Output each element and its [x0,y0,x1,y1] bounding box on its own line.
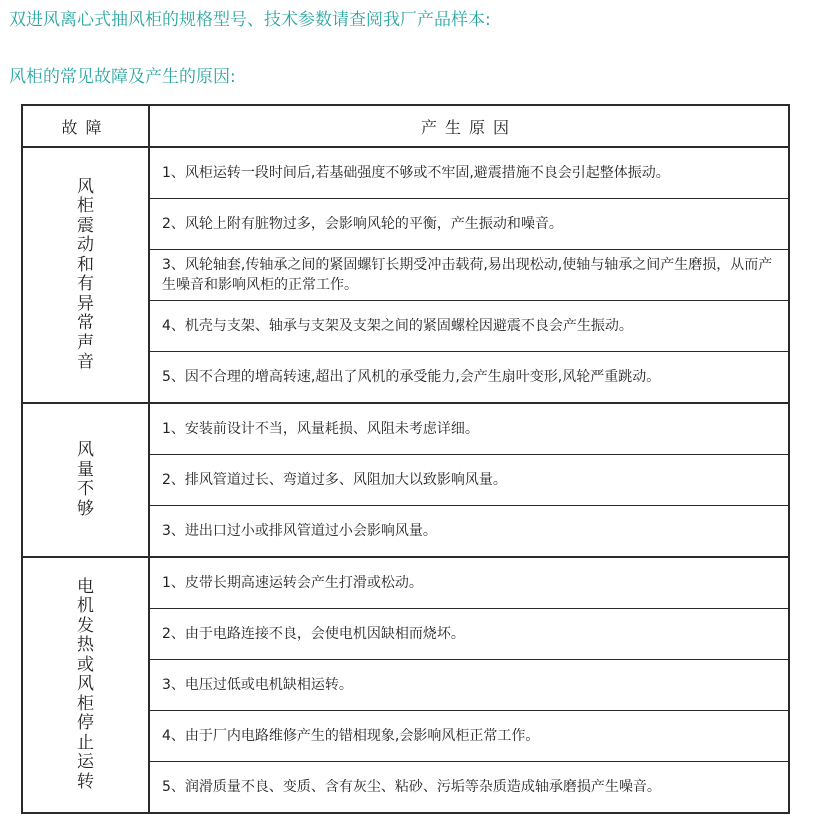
table-row [22,403,789,455]
cause-cell: 4、机壳与支架、轴承与支架及支架之间的紧固螺栓因避震不良会产生振动。 [149,301,789,352]
fault-label: 电机发热或风柜停止运转 [77,576,94,792]
fault-cell [22,403,149,557]
cause-cell: 3、电压过低或电机缺相运转。 [149,660,789,711]
header-fault: 故障 [22,105,149,147]
table-header-row [22,105,789,147]
section-title: 风柜的常见故障及产生的原因: [9,67,236,87]
cause-cell: 5、润滑质量不良、变质、含有灰尘、粘砂、污垢等杂质造成轴承磨损产生噪音。 [149,762,789,814]
cause-cell: 4、由于厂内电路维修产生的错相现象,会影响风柜正常工作。 [149,711,789,762]
fault-table [21,104,790,814]
cause-cell: 5、因不合理的增高转速,超出了风机的承受能力,会产生扇叶变形,风轮严重跳动。 [149,352,789,404]
fault-cell [22,147,149,403]
cause-cell: 1、风柜运转一段时间后,若基础强度不够或不牢固,避震措施不良会引起整体振动。 [149,147,789,199]
cause-cell: 2、风轮上附有脏物过多，会影响风轮的平衡，产生振动和噪音。 [149,199,789,250]
cause-cell: 1、皮带长期高速运转会产生打滑或松动。 [149,557,789,609]
fault-cell [22,557,149,813]
fault-label: 风量不够 [77,440,94,519]
cause-cell: 3、进出口过小或排风管道过小会影响风量。 [149,506,789,558]
cause-cell: 2、排风管道过长、弯道过多、风阻加大以致影响风量。 [149,455,789,506]
cause-cell: 1、安装前设计不当，风量耗损、风阻未考虑详细。 [149,403,789,455]
cause-cell: 3、风轮轴套,传轴承之间的紧固螺钉长期受冲击载荷,易出现松动,使轴与轴承之间产生磨损，从而产生噪音和影响风柜的正常工作。 [149,250,789,301]
intro-text: 双进风离心式抽风柜的规格型号、技术参数请查阅我厂产品样本: [9,10,491,30]
cause-cell: 2、由于电路连接不良，会使电机因缺相而烧坏。 [149,609,789,660]
fault-label: 风柜震动和有异常声音 [77,176,94,372]
table-row [22,147,789,199]
table-row [22,557,789,609]
header-cause: 产生原因 [149,105,789,147]
